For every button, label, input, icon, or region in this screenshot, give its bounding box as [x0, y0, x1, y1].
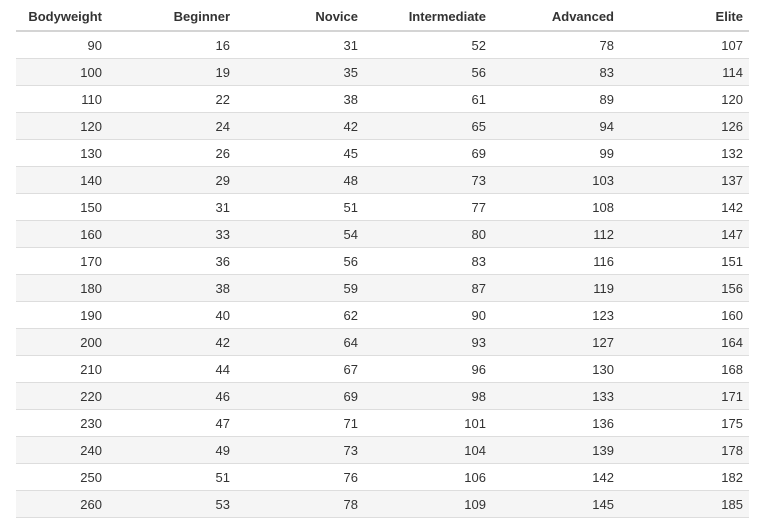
cell-bodyweight: 90	[16, 31, 108, 59]
table-row	[16, 167, 749, 194]
cell-bodyweight: 230	[16, 410, 108, 437]
cell-intermediate: 73	[364, 167, 492, 194]
cell-advanced: 139	[492, 437, 620, 464]
cell-elite: 168	[620, 356, 749, 383]
cell-beginner: 42	[108, 329, 236, 356]
cell-beginner: 16	[108, 31, 236, 59]
column-header-novice: Novice	[236, 3, 364, 31]
cell-bodyweight: 260	[16, 491, 108, 518]
cell-novice: 76	[236, 464, 364, 491]
cell-intermediate: 52	[364, 31, 492, 59]
cell-novice: 59	[236, 275, 364, 302]
cell-elite: 137	[620, 167, 749, 194]
cell-novice: 73	[236, 437, 364, 464]
table-header	[16, 3, 749, 31]
cell-novice: 38	[236, 86, 364, 113]
cell-novice: 64	[236, 329, 364, 356]
cell-beginner: 24	[108, 113, 236, 140]
cell-elite: 120	[620, 86, 749, 113]
table-row	[16, 221, 749, 248]
cell-beginner: 40	[108, 302, 236, 329]
cell-advanced: 133	[492, 383, 620, 410]
cell-beginner: 31	[108, 194, 236, 221]
cell-advanced: 123	[492, 302, 620, 329]
cell-advanced: 145	[492, 491, 620, 518]
cell-bodyweight: 190	[16, 302, 108, 329]
cell-beginner: 33	[108, 221, 236, 248]
column-header-beginner: Beginner	[108, 3, 236, 31]
cell-novice: 71	[236, 410, 364, 437]
cell-bodyweight: 160	[16, 221, 108, 248]
cell-advanced: 78	[492, 31, 620, 59]
cell-elite: 132	[620, 140, 749, 167]
cell-intermediate: 61	[364, 86, 492, 113]
cell-elite: 164	[620, 329, 749, 356]
cell-elite: 185	[620, 491, 749, 518]
cell-advanced: 112	[492, 221, 620, 248]
cell-bodyweight: 200	[16, 329, 108, 356]
cell-intermediate: 83	[364, 248, 492, 275]
cell-bodyweight: 250	[16, 464, 108, 491]
cell-beginner: 26	[108, 140, 236, 167]
cell-beginner: 47	[108, 410, 236, 437]
strength-standards-table-container	[16, 3, 749, 518]
cell-bodyweight: 220	[16, 383, 108, 410]
cell-beginner: 36	[108, 248, 236, 275]
cell-beginner: 44	[108, 356, 236, 383]
cell-novice: 31	[236, 31, 364, 59]
cell-advanced: 83	[492, 59, 620, 86]
cell-advanced: 94	[492, 113, 620, 140]
cell-intermediate: 93	[364, 329, 492, 356]
cell-elite: 160	[620, 302, 749, 329]
cell-elite: 175	[620, 410, 749, 437]
cell-advanced: 108	[492, 194, 620, 221]
cell-bodyweight: 150	[16, 194, 108, 221]
column-header-intermediate: Intermediate	[364, 3, 492, 31]
cell-elite: 147	[620, 221, 749, 248]
cell-elite: 171	[620, 383, 749, 410]
table-row	[16, 356, 749, 383]
table-row	[16, 140, 749, 167]
cell-intermediate: 80	[364, 221, 492, 248]
cell-bodyweight: 130	[16, 140, 108, 167]
cell-intermediate: 96	[364, 356, 492, 383]
cell-novice: 67	[236, 356, 364, 383]
table-body	[16, 31, 749, 518]
cell-bodyweight: 240	[16, 437, 108, 464]
cell-elite: 151	[620, 248, 749, 275]
cell-intermediate: 104	[364, 437, 492, 464]
cell-intermediate: 101	[364, 410, 492, 437]
cell-novice: 54	[236, 221, 364, 248]
cell-bodyweight: 210	[16, 356, 108, 383]
table-row	[16, 329, 749, 356]
cell-bodyweight: 100	[16, 59, 108, 86]
strength-standards-table	[16, 3, 749, 518]
table-row	[16, 59, 749, 86]
cell-advanced: 99	[492, 140, 620, 167]
cell-novice: 69	[236, 383, 364, 410]
cell-intermediate: 106	[364, 464, 492, 491]
cell-advanced: 136	[492, 410, 620, 437]
table-row	[16, 86, 749, 113]
cell-bodyweight: 170	[16, 248, 108, 275]
cell-novice: 78	[236, 491, 364, 518]
cell-novice: 42	[236, 113, 364, 140]
cell-bodyweight: 110	[16, 86, 108, 113]
table-row	[16, 113, 749, 140]
cell-intermediate: 87	[364, 275, 492, 302]
cell-elite: 156	[620, 275, 749, 302]
cell-intermediate: 77	[364, 194, 492, 221]
cell-advanced: 103	[492, 167, 620, 194]
cell-beginner: 53	[108, 491, 236, 518]
table-row	[16, 491, 749, 518]
cell-novice: 62	[236, 302, 364, 329]
cell-elite: 142	[620, 194, 749, 221]
cell-advanced: 119	[492, 275, 620, 302]
cell-advanced: 130	[492, 356, 620, 383]
cell-intermediate: 56	[364, 59, 492, 86]
table-row	[16, 194, 749, 221]
cell-beginner: 51	[108, 464, 236, 491]
table-row	[16, 383, 749, 410]
table-row	[16, 437, 749, 464]
cell-novice: 48	[236, 167, 364, 194]
cell-advanced: 127	[492, 329, 620, 356]
cell-advanced: 142	[492, 464, 620, 491]
table-row	[16, 275, 749, 302]
cell-beginner: 22	[108, 86, 236, 113]
cell-intermediate: 98	[364, 383, 492, 410]
cell-novice: 56	[236, 248, 364, 275]
cell-bodyweight: 120	[16, 113, 108, 140]
header-row	[16, 3, 749, 31]
cell-advanced: 89	[492, 86, 620, 113]
table-row	[16, 410, 749, 437]
cell-bodyweight: 140	[16, 167, 108, 194]
cell-beginner: 38	[108, 275, 236, 302]
cell-intermediate: 90	[364, 302, 492, 329]
cell-beginner: 46	[108, 383, 236, 410]
cell-intermediate: 65	[364, 113, 492, 140]
column-header-elite: Elite	[620, 3, 749, 31]
cell-elite: 114	[620, 59, 749, 86]
column-header-bodyweight: Bodyweight	[16, 3, 108, 31]
table-row	[16, 464, 749, 491]
cell-beginner: 29	[108, 167, 236, 194]
table-row	[16, 248, 749, 275]
column-header-advanced: Advanced	[492, 3, 620, 31]
cell-beginner: 49	[108, 437, 236, 464]
cell-beginner: 19	[108, 59, 236, 86]
cell-intermediate: 69	[364, 140, 492, 167]
cell-novice: 45	[236, 140, 364, 167]
table-row	[16, 302, 749, 329]
cell-elite: 182	[620, 464, 749, 491]
table-row	[16, 31, 749, 59]
cell-novice: 51	[236, 194, 364, 221]
cell-novice: 35	[236, 59, 364, 86]
cell-elite: 126	[620, 113, 749, 140]
cell-advanced: 116	[492, 248, 620, 275]
cell-elite: 178	[620, 437, 749, 464]
cell-intermediate: 109	[364, 491, 492, 518]
cell-bodyweight: 180	[16, 275, 108, 302]
cell-elite: 107	[620, 31, 749, 59]
